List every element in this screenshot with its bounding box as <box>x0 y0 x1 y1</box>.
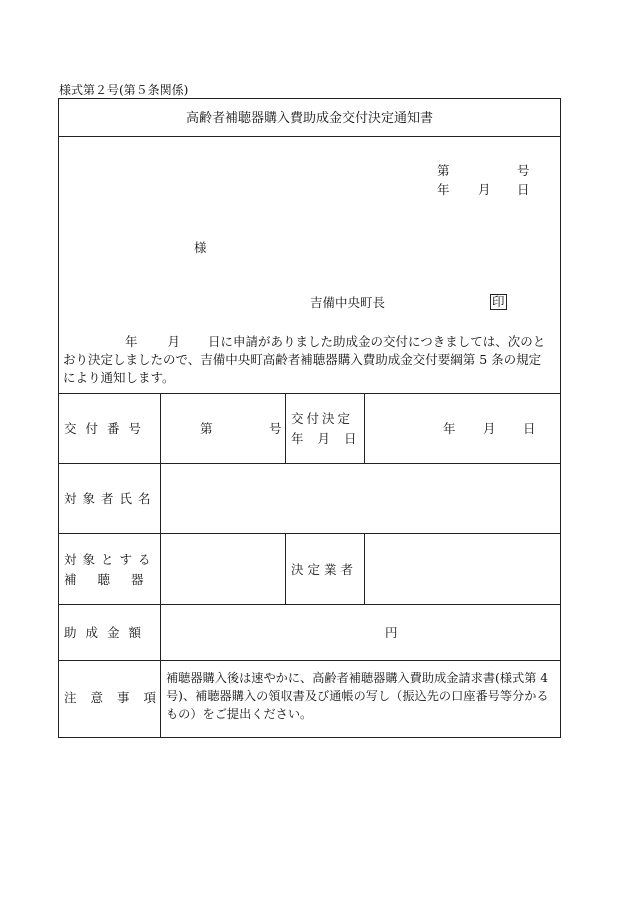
issuer-name: 吉備中央町長 <box>310 295 386 310</box>
table-top-rule <box>59 393 560 394</box>
row1-mid-rule-b <box>364 393 365 463</box>
decision-date-month: 月 <box>483 421 496 436</box>
grant-number-prefix: 第 <box>200 421 213 436</box>
body-text-rest: 日に申請がありました助成金の交付につきましては、次のとおり決定しましたので、吉備中央町高齢者補聴器購入費助成金交付要綱第 5 条の規定により通知します。 <box>63 334 546 385</box>
grant-number-suffix: 号 <box>269 421 282 436</box>
row3-mid-rule-a <box>285 533 286 604</box>
row-divider-1 <box>59 463 560 464</box>
amount-unit: 円 <box>385 625 398 640</box>
document-title: 高齢者補聴器購入費助成金交付決定通知書 <box>185 111 433 126</box>
row1-mid-rule-a <box>285 393 286 463</box>
grant-number-label: 交付番号 <box>64 421 151 436</box>
reference-number-suffix: 号 <box>517 163 530 178</box>
decision-date-day: 日 <box>523 421 536 436</box>
notes-text: 補聴器購入後は速やかに、高齢者補聴器購入費助成金請求書(様式第 4 号)、補聴器購入の領収書及び通帳の写し（振込先の口座番号等分かるもの）をご提出ください。 <box>166 671 549 721</box>
title-divider <box>59 136 560 137</box>
form-number-label: 様式第２号(第５条関係) <box>59 83 189 97</box>
date-month-label: 月 <box>478 182 491 197</box>
addressee-suffix: 様 <box>194 240 207 255</box>
notice-body-text <box>63 333 553 387</box>
seal-mark: 印 <box>492 294 505 309</box>
label-column-rule <box>160 393 161 737</box>
date-year-label: 年 <box>437 182 450 197</box>
body-year: 年 <box>125 334 138 349</box>
decision-date-label-line2: 年月日 <box>291 431 371 446</box>
body-month: 月 <box>167 334 181 349</box>
row3-mid-rule-b <box>364 533 365 604</box>
vendor-label: 決定業者 <box>291 562 358 577</box>
amount-label: 助成金額 <box>64 625 151 640</box>
hearing-aid-label-line1: 対象とする <box>64 552 157 567</box>
row-divider-3 <box>59 604 560 605</box>
notes-label: 注意事項 <box>64 690 171 705</box>
reference-number-prefix: 第 <box>437 163 450 178</box>
date-day-label: 日 <box>517 182 530 197</box>
row-divider-4 <box>59 660 560 661</box>
decision-date-year: 年 <box>443 421 456 436</box>
subject-name-label: 対象者氏名 <box>64 491 157 506</box>
decision-date-label-line1: 交付決定 <box>291 411 354 426</box>
hearing-aid-label-line2: 補聴器 <box>64 572 165 587</box>
row-divider-2 <box>59 533 560 534</box>
